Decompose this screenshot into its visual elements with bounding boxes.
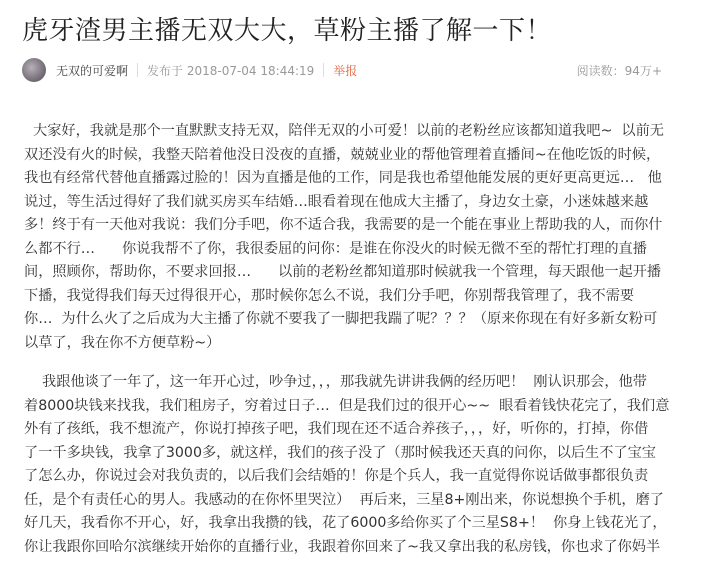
author-avatar[interactable] — [22, 58, 46, 82]
paragraph-line: 了一千多块钱，我拿了3000多，就这样，我们的孩子没了（那时候我还天真的问你，以后生不了宝宝 — [24, 444, 656, 461]
paragraph-line: 任，是个有责任心的男人。我感动的在你怀里哭泣） 再后来，三星8+刚出来，你说想换个手机，磨了 — [24, 491, 664, 508]
paragraph-line: 以草了，我在你不方便草粉~） — [24, 334, 221, 351]
read-count: 阅读数：94万+ — [576, 63, 662, 78]
article-paragraph — [24, 371, 704, 559]
paragraph-line: 大家好，我就是那个一直默默支持无双，陪伴无双的小可爱！以前的老粉丝应该都知道我吧~ 以前无 — [24, 123, 664, 139]
paragraph-line: 间，照顾你，帮助你，不要求回报… 以前的老粉丝都知道那时候就我一个管理，每天跟他一起开播 — [24, 264, 662, 280]
divider — [323, 63, 324, 77]
divider — [137, 63, 138, 77]
paragraph-line: 着8000块钱来找我，我们租房子，穷着过日子… 但是我们过的很开心~~ 眼看着钱快花完了，我们意 — [24, 397, 670, 414]
paragraph-line: 你… 为什么火了之后成为大主播了你就不要我了一脚把我踹了呢？？？（原来你现在有好多新女粉可 — [24, 311, 658, 327]
article-meta — [22, 58, 692, 82]
article-paragraph — [24, 120, 704, 355]
paragraph-line: 双还没有火的时候，我整天陪着他没日没夜的直播，兢兢业业的帮他管理着直播间~在他吃饭的时候， — [24, 146, 661, 163]
author-name[interactable]: 无双的可爱啊 — [56, 63, 129, 78]
report-link[interactable]: 举报 — [333, 63, 358, 78]
paragraph-line: 么都不行… 你说我帮不了你，我很委屈的问你：是谁在你没火的时候无微不至的帮忙打理的直播 — [24, 240, 647, 257]
paragraph-line: 你让我跟你回哈尔滨继续开始你的直播行业，我跟着你回来了~我又拿出我的私房钱，你也求了你妈半 — [24, 538, 661, 555]
paragraph-line: 我跟他谈了一年了，这一年开心过，吵争过，，，那我就先讲讲我俩的经历吧！ 刚认识那会，他带 — [24, 374, 647, 390]
publish-time: 发布于 2018-07-04 18:44:19 — [147, 63, 315, 78]
paragraph-line: 下播，我觉得我们每天过得很开心，那时候你怎么不说，我们分手吧，你别帮我管理了，我不需要 — [24, 287, 635, 304]
paragraph-line: 我也有经常代替他直播露过脸的！因为直播是他的工作，同是我也希望他能发展的更好更高更远… 他 — [24, 170, 662, 186]
paragraph-line: 多！终于有一天他对我说：我们分手吧，你不适合我，我需要的是一个能在事业上帮助我的人，而你什 — [24, 217, 663, 233]
paragraph-line: 说过，等生活过得好了我们就买房买车结婚…眼看着现在他成大主播了，身边女土豪，小迷妹越来越 — [24, 193, 649, 210]
paragraph-line: 外有了孩纸，我不想流产，你说打掉孩子吧，我们现在还不适合养孩子，，，好，听你的，打掉，你借 — [24, 421, 649, 437]
paragraph-line: 了怎么办，你说过会对我负责的，以后我们会结婚的！你是个兵人，我一直觉得你说话做事都很负责 — [24, 468, 649, 484]
article-body — [24, 120, 704, 575]
article-title: 虎牙渣男主播无双大大，草粉主播了解一下！ — [22, 16, 553, 46]
paragraph-line: 好几天，我看你不开心，好，我拿出我攒的钱，花了6000多给你买了个三星S8+！ 你身上钱花光了， — [24, 515, 667, 531]
